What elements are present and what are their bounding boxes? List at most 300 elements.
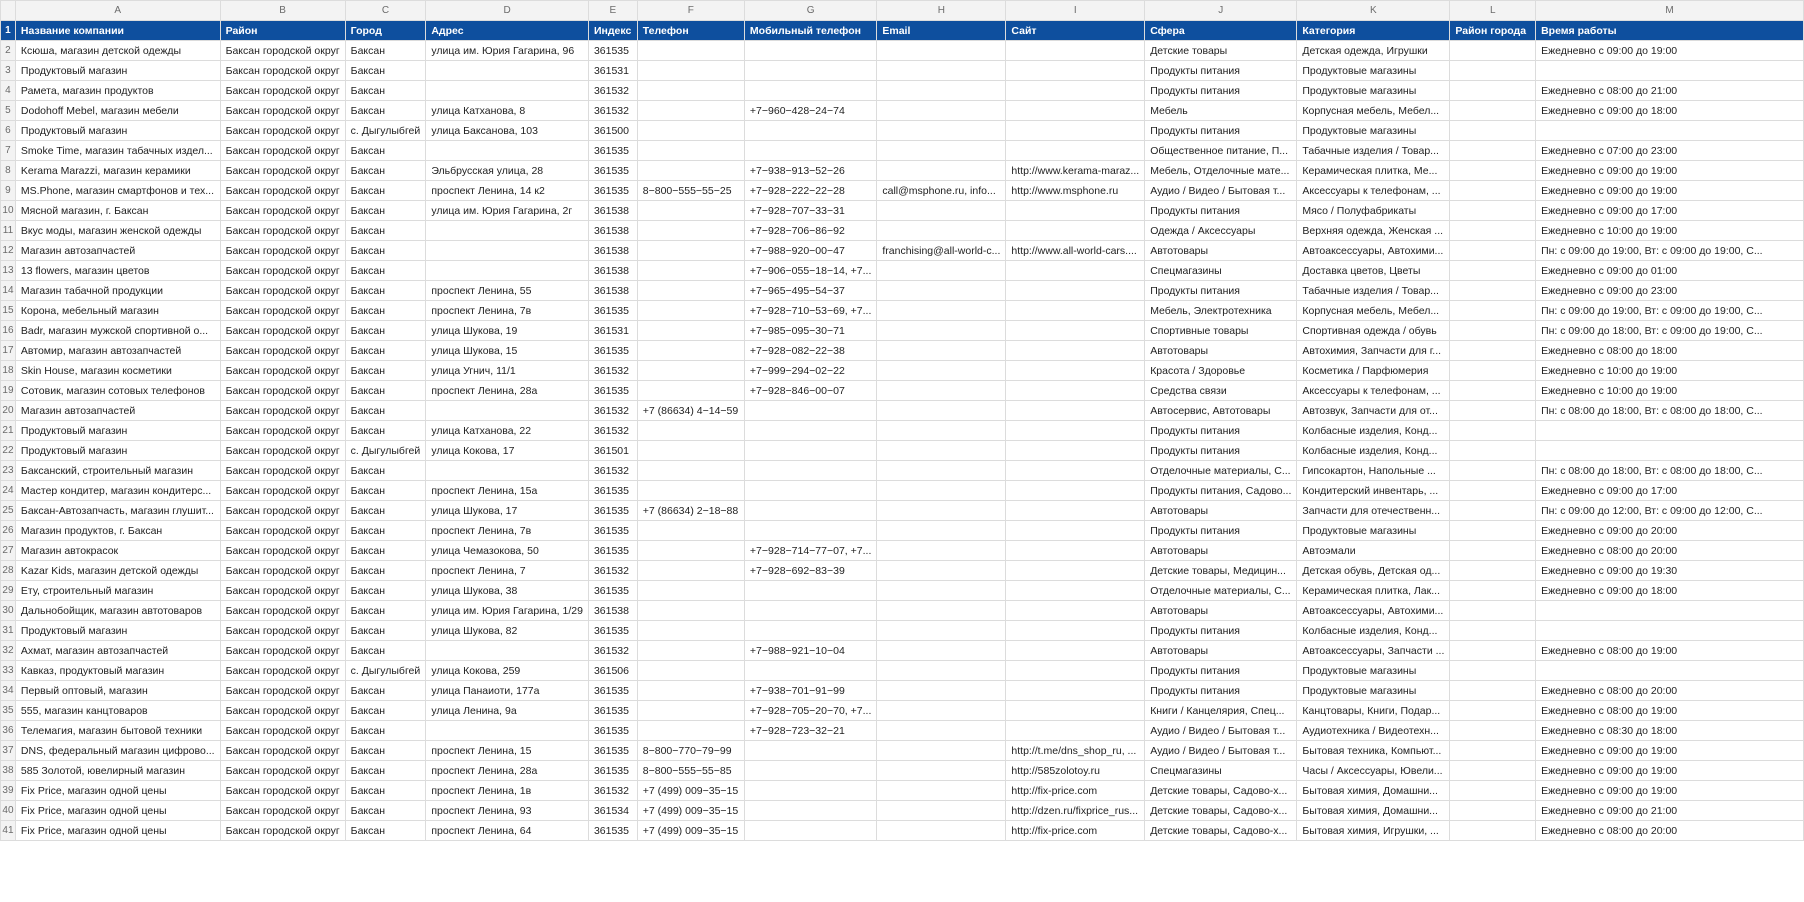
table-cell[interactable]: [1536, 61, 1804, 81]
table-cell[interactable]: [1006, 301, 1145, 321]
table-cell[interactable]: улица Угнич, 11/1: [426, 361, 589, 381]
header-cell-mobile-phone[interactable]: Мобильный телефон: [744, 21, 876, 41]
column-header-i[interactable]: I: [1006, 1, 1145, 21]
table-cell[interactable]: Баксан городской округ: [220, 781, 345, 801]
table-cell[interactable]: проспект Ленина, 28а: [426, 761, 589, 781]
table-cell[interactable]: Баксан: [345, 221, 426, 241]
table-cell[interactable]: Продуктовый магазин: [15, 621, 220, 641]
table-cell[interactable]: [1006, 221, 1145, 241]
table-cell[interactable]: Баксан: [345, 201, 426, 221]
table-cell[interactable]: 361535: [588, 721, 637, 741]
row-number[interactable]: 40: [1, 801, 16, 821]
table-cell[interactable]: 361534: [588, 801, 637, 821]
table-cell[interactable]: Продуктовые магазины: [1297, 681, 1450, 701]
table-cell[interactable]: [637, 261, 744, 281]
table-cell[interactable]: Магазин автокрасок: [15, 541, 220, 561]
table-cell[interactable]: [877, 621, 1006, 641]
table-cell[interactable]: [1450, 441, 1536, 461]
table-cell[interactable]: [877, 421, 1006, 441]
table-cell[interactable]: 361500: [588, 121, 637, 141]
table-cell[interactable]: [1450, 561, 1536, 581]
table-cell[interactable]: Баксан городской округ: [220, 541, 345, 561]
table-cell[interactable]: [744, 141, 876, 161]
table-cell[interactable]: 361532: [588, 401, 637, 421]
table-cell[interactable]: [877, 721, 1006, 741]
table-cell[interactable]: [877, 641, 1006, 661]
table-cell[interactable]: +7 (86634) 4−14−59: [637, 401, 744, 421]
table-cell[interactable]: [1450, 321, 1536, 341]
table-cell[interactable]: Ежедневно с 09:00 до 19:00: [1536, 161, 1804, 181]
table-cell[interactable]: Баксан городской округ: [220, 121, 345, 141]
table-cell[interactable]: 361538: [588, 201, 637, 221]
table-cell[interactable]: +7−960−428−24−74: [744, 101, 876, 121]
table-cell[interactable]: Баксан городской округ: [220, 461, 345, 481]
table-cell[interactable]: [877, 581, 1006, 601]
table-cell[interactable]: 361532: [588, 461, 637, 481]
table-cell[interactable]: Продуктовые магазины: [1297, 521, 1450, 541]
table-cell[interactable]: Дальнобойщик, магазин автотоваров: [15, 601, 220, 621]
table-cell[interactable]: Skin House, магазин косметики: [15, 361, 220, 381]
table-cell[interactable]: [877, 101, 1006, 121]
table-cell[interactable]: 361535: [588, 501, 637, 521]
table-cell[interactable]: Баксан городской округ: [220, 721, 345, 741]
table-cell[interactable]: Автотовары: [1145, 641, 1297, 661]
table-cell[interactable]: Баксан: [345, 401, 426, 421]
table-cell[interactable]: DNS, федеральный магазин цифрово...: [15, 741, 220, 761]
table-cell[interactable]: [1450, 761, 1536, 781]
table-cell[interactable]: Канцтовары, Книги, Подар...: [1297, 701, 1450, 721]
table-cell[interactable]: Пн: с 09:00 до 19:00, Вт: с 09:00 до 19:00, С...: [1536, 301, 1804, 321]
row-number[interactable]: 4: [1, 81, 16, 101]
table-cell[interactable]: [1006, 661, 1145, 681]
table-cell[interactable]: Ахмат, магазин автозапчастей: [15, 641, 220, 661]
table-cell[interactable]: [637, 521, 744, 541]
table-cell[interactable]: [1006, 521, 1145, 541]
table-cell[interactable]: [1006, 201, 1145, 221]
row-number[interactable]: 15: [1, 301, 16, 321]
table-cell[interactable]: [877, 821, 1006, 841]
column-header-m[interactable]: M: [1536, 1, 1804, 21]
table-cell[interactable]: franchising@all-world-c...: [877, 241, 1006, 261]
table-cell[interactable]: [426, 81, 589, 101]
table-cell[interactable]: Ежедневно с 09:00 до 19:30: [1536, 561, 1804, 581]
row-number[interactable]: 23: [1, 461, 16, 481]
table-cell[interactable]: http://www.kerama-maraz...: [1006, 161, 1145, 181]
table-cell[interactable]: Баксан городской округ: [220, 681, 345, 701]
table-cell[interactable]: [1450, 201, 1536, 221]
table-cell[interactable]: Продуктовый магазин: [15, 421, 220, 441]
table-cell[interactable]: Продукты питания: [1145, 421, 1297, 441]
table-cell[interactable]: Пн: с 09:00 до 19:00, Вт: с 09:00 до 19:00, С...: [1536, 241, 1804, 261]
table-cell[interactable]: Автоэмали: [1297, 541, 1450, 561]
table-cell[interactable]: +7−938−701−91−99: [744, 681, 876, 701]
table-cell[interactable]: Ежедневно с 09:00 до 18:00: [1536, 101, 1804, 121]
table-cell[interactable]: Баксан городской округ: [220, 421, 345, 441]
table-cell[interactable]: [1006, 381, 1145, 401]
column-header-j[interactable]: J: [1145, 1, 1297, 21]
row-number[interactable]: 3: [1, 61, 16, 81]
table-cell[interactable]: Часы / Аксессуары, Ювели...: [1297, 761, 1450, 781]
row-number[interactable]: 10: [1, 201, 16, 221]
table-cell[interactable]: Баксан городской округ: [220, 81, 345, 101]
table-cell[interactable]: Мебель, Отделочные мате...: [1145, 161, 1297, 181]
table-cell[interactable]: Бытовая химия, Домашни...: [1297, 801, 1450, 821]
table-cell[interactable]: [1450, 401, 1536, 421]
table-cell[interactable]: Пн: с 08:00 до 18:00, Вт: с 08:00 до 18:00, С...: [1536, 461, 1804, 481]
table-cell[interactable]: [1450, 581, 1536, 601]
table-cell[interactable]: Баксан: [345, 41, 426, 61]
row-number[interactable]: 18: [1, 361, 16, 381]
table-cell[interactable]: Ежедневно с 09:00 до 17:00: [1536, 481, 1804, 501]
table-cell[interactable]: [1450, 681, 1536, 701]
table-cell[interactable]: Ежедневно с 08:00 до 20:00: [1536, 541, 1804, 561]
table-cell[interactable]: [1450, 641, 1536, 661]
table-cell[interactable]: Баксан городской округ: [220, 201, 345, 221]
table-cell[interactable]: Продуктовый магазин: [15, 441, 220, 461]
table-cell[interactable]: Баксан городской округ: [220, 561, 345, 581]
table-cell[interactable]: http://www.all-world-cars....: [1006, 241, 1145, 261]
table-cell[interactable]: [426, 141, 589, 161]
table-cell[interactable]: Баксан: [345, 741, 426, 761]
table-cell[interactable]: 361538: [588, 281, 637, 301]
column-header-k[interactable]: K: [1297, 1, 1450, 21]
header-cell-company-name[interactable]: Название компании: [15, 21, 220, 41]
table-cell[interactable]: Продуктовый магазин: [15, 121, 220, 141]
table-cell[interactable]: Баксан городской округ: [220, 241, 345, 261]
table-cell[interactable]: улица Шукова, 15: [426, 341, 589, 361]
table-cell[interactable]: проспект Ленина, 7в: [426, 301, 589, 321]
header-cell-category[interactable]: Категория: [1297, 21, 1450, 41]
table-cell[interactable]: Продукты питания: [1145, 681, 1297, 701]
table-cell[interactable]: [877, 141, 1006, 161]
table-cell[interactable]: [637, 241, 744, 261]
table-cell[interactable]: [1006, 401, 1145, 421]
table-cell[interactable]: [877, 41, 1006, 61]
row-number[interactable]: 31: [1, 621, 16, 641]
table-cell[interactable]: +7 (499) 009−35−15: [637, 801, 744, 821]
table-cell[interactable]: Dodohoff Mebel, магазин мебели: [15, 101, 220, 121]
table-cell[interactable]: Ежедневно с 08:00 до 21:00: [1536, 81, 1804, 101]
table-cell[interactable]: 13 flowers, магазин цветов: [15, 261, 220, 281]
table-cell[interactable]: Баксан: [345, 821, 426, 841]
table-cell[interactable]: Продуктовый магазин: [15, 61, 220, 81]
table-cell[interactable]: 8−800−770−79−99: [637, 741, 744, 761]
table-cell[interactable]: Красота / Здоровье: [1145, 361, 1297, 381]
table-cell[interactable]: улица Катханова, 22: [426, 421, 589, 441]
table-cell[interactable]: проспект Ленина, 64: [426, 821, 589, 841]
table-cell[interactable]: [637, 201, 744, 221]
table-cell[interactable]: [637, 681, 744, 701]
table-cell[interactable]: Сотовик, магазин сотовых телефонов: [15, 381, 220, 401]
table-cell[interactable]: Баксан: [345, 301, 426, 321]
table-cell[interactable]: [1006, 441, 1145, 461]
table-cell[interactable]: [877, 681, 1006, 701]
table-cell[interactable]: [637, 61, 744, 81]
table-cell[interactable]: [637, 161, 744, 181]
table-cell[interactable]: Баксан: [345, 281, 426, 301]
table-cell[interactable]: Пн: с 08:00 до 18:00, Вт: с 08:00 до 18:00, С...: [1536, 401, 1804, 421]
row-number[interactable]: 38: [1, 761, 16, 781]
row-number[interactable]: 36: [1, 721, 16, 741]
table-cell[interactable]: [637, 581, 744, 601]
table-cell[interactable]: +7−988−921−10−04: [744, 641, 876, 661]
table-cell[interactable]: [744, 501, 876, 521]
table-cell[interactable]: [1450, 281, 1536, 301]
table-cell[interactable]: улица Шукова, 82: [426, 621, 589, 641]
row-number[interactable]: 9: [1, 181, 16, 201]
header-cell-address[interactable]: Адрес: [426, 21, 589, 41]
table-cell[interactable]: call@msphone.ru, info...: [877, 181, 1006, 201]
table-cell[interactable]: Баксан городской округ: [220, 661, 345, 681]
header-cell-city-district[interactable]: Район города: [1450, 21, 1536, 41]
table-cell[interactable]: Fix Price, магазин одной цены: [15, 781, 220, 801]
table-cell[interactable]: [1450, 301, 1536, 321]
row-number[interactable]: 22: [1, 441, 16, 461]
table-cell[interactable]: 361532: [588, 641, 637, 661]
table-cell[interactable]: Ксюша, магазин детской одежды: [15, 41, 220, 61]
table-cell[interactable]: [637, 481, 744, 501]
table-cell[interactable]: [637, 221, 744, 241]
table-cell[interactable]: Баксан: [345, 141, 426, 161]
table-cell[interactable]: Средства связи: [1145, 381, 1297, 401]
table-cell[interactable]: +7−928−710−53−69, +7...: [744, 301, 876, 321]
table-cell[interactable]: Автосервис, Автотовары: [1145, 401, 1297, 421]
table-cell[interactable]: [1006, 421, 1145, 441]
table-cell[interactable]: Баксан городской округ: [220, 641, 345, 661]
table-cell[interactable]: [1450, 181, 1536, 201]
table-cell[interactable]: Баксан: [345, 561, 426, 581]
table-cell[interactable]: [1450, 361, 1536, 381]
table-cell[interactable]: [1006, 341, 1145, 361]
table-cell[interactable]: Баксан: [345, 101, 426, 121]
table-cell[interactable]: Продукты питания: [1145, 661, 1297, 681]
table-cell[interactable]: 361535: [588, 681, 637, 701]
table-cell[interactable]: Керамическая плитка, Ме...: [1297, 161, 1450, 181]
table-cell[interactable]: Корпусная мебель, Мебел...: [1297, 301, 1450, 321]
table-cell[interactable]: [877, 301, 1006, 321]
table-cell[interactable]: [1450, 601, 1536, 621]
table-cell[interactable]: улица Баксанова, 103: [426, 121, 589, 141]
table-cell[interactable]: [1006, 581, 1145, 601]
row-number[interactable]: 32: [1, 641, 16, 661]
table-cell[interactable]: Спецмагазины: [1145, 761, 1297, 781]
table-cell[interactable]: Ежедневно с 08:00 до 20:00: [1536, 681, 1804, 701]
table-cell[interactable]: Ежедневно с 08:30 до 18:00: [1536, 721, 1804, 741]
table-cell[interactable]: Продуктовые магазины: [1297, 661, 1450, 681]
table-cell[interactable]: Fix Price, магазин одной цены: [15, 801, 220, 821]
table-cell[interactable]: +7−965−495−54−37: [744, 281, 876, 301]
table-cell[interactable]: 361532: [588, 361, 637, 381]
table-cell[interactable]: Продукты питания: [1145, 201, 1297, 221]
table-cell[interactable]: [637, 41, 744, 61]
table-cell[interactable]: [1536, 441, 1804, 461]
table-cell[interactable]: [1450, 161, 1536, 181]
header-cell-district[interactable]: Район: [220, 21, 345, 41]
table-cell[interactable]: проспект Ленина, 55: [426, 281, 589, 301]
table-cell[interactable]: 361535: [588, 381, 637, 401]
table-cell[interactable]: [744, 741, 876, 761]
row-number[interactable]: 24: [1, 481, 16, 501]
table-cell[interactable]: [877, 741, 1006, 761]
table-cell[interactable]: 361532: [588, 81, 637, 101]
row-number[interactable]: 30: [1, 601, 16, 621]
table-cell[interactable]: 361535: [588, 541, 637, 561]
table-cell[interactable]: Спортивные товары: [1145, 321, 1297, 341]
table-cell[interactable]: 361538: [588, 601, 637, 621]
table-cell[interactable]: Баксан городской округ: [220, 621, 345, 641]
table-cell[interactable]: http://t.me/dns_shop_ru, ...: [1006, 741, 1145, 761]
table-cell[interactable]: [1006, 601, 1145, 621]
table-cell[interactable]: [877, 201, 1006, 221]
header-cell-city[interactable]: Город: [345, 21, 426, 41]
table-cell[interactable]: Баксан: [345, 701, 426, 721]
table-cell[interactable]: Эльбрусская улица, 28: [426, 161, 589, 181]
table-cell[interactable]: [877, 81, 1006, 101]
table-cell[interactable]: Ежедневно с 09:00 до 20:00: [1536, 521, 1804, 541]
table-cell[interactable]: Баксан: [345, 481, 426, 501]
table-cell[interactable]: Продукты питания, Садово...: [1145, 481, 1297, 501]
table-cell[interactable]: 8−800−555−55−85: [637, 761, 744, 781]
table-cell[interactable]: Пн: с 09:00 до 18:00, Вт: с 09:00 до 19:00, С...: [1536, 321, 1804, 341]
table-cell[interactable]: 361538: [588, 261, 637, 281]
table-cell[interactable]: Баксан: [345, 681, 426, 701]
table-cell[interactable]: [1450, 821, 1536, 841]
table-cell[interactable]: Продукты питания: [1145, 441, 1297, 461]
table-cell[interactable]: Гипсокартон, Напольные ...: [1297, 461, 1450, 481]
table-cell[interactable]: Баксан городской округ: [220, 41, 345, 61]
table-cell[interactable]: [1450, 461, 1536, 481]
table-cell[interactable]: [637, 101, 744, 121]
table-cell[interactable]: [637, 701, 744, 721]
row-number[interactable]: 19: [1, 381, 16, 401]
table-cell[interactable]: проспект Ленина, 28а: [426, 381, 589, 401]
table-cell[interactable]: Баксан городской округ: [220, 741, 345, 761]
table-cell[interactable]: Баксан: [345, 361, 426, 381]
row-number[interactable]: 14: [1, 281, 16, 301]
table-cell[interactable]: Продукты питания: [1145, 621, 1297, 641]
table-cell[interactable]: [1006, 721, 1145, 741]
table-cell[interactable]: Ежедневно с 09:00 до 19:00: [1536, 761, 1804, 781]
table-cell[interactable]: [1006, 501, 1145, 521]
table-cell[interactable]: [1536, 121, 1804, 141]
table-cell[interactable]: Баксан городской округ: [220, 581, 345, 601]
table-cell[interactable]: [744, 661, 876, 681]
table-cell[interactable]: [637, 341, 744, 361]
table-cell[interactable]: 361535: [588, 821, 637, 841]
table-cell[interactable]: [744, 801, 876, 821]
table-cell[interactable]: Kazar Kids, магазин детской одежды: [15, 561, 220, 581]
table-cell[interactable]: 361531: [588, 321, 637, 341]
table-cell[interactable]: с. Дыгулыбгей: [345, 441, 426, 461]
table-cell[interactable]: [1450, 661, 1536, 681]
table-cell[interactable]: улица Катханова, 8: [426, 101, 589, 121]
table-cell[interactable]: Баксан городской округ: [220, 181, 345, 201]
row-number[interactable]: 7: [1, 141, 16, 161]
table-cell[interactable]: Баксан: [345, 641, 426, 661]
table-cell[interactable]: [744, 521, 876, 541]
table-cell[interactable]: [877, 441, 1006, 461]
row-number[interactable]: 28: [1, 561, 16, 581]
table-cell[interactable]: Баксан городской округ: [220, 161, 345, 181]
table-cell[interactable]: улица Кокова, 259: [426, 661, 589, 681]
table-cell[interactable]: Первый оптовый, магазин: [15, 681, 220, 701]
table-cell[interactable]: [637, 281, 744, 301]
table-cell[interactable]: +7 (499) 009−35−15: [637, 821, 744, 841]
table-cell[interactable]: 361532: [588, 421, 637, 441]
table-cell[interactable]: [1006, 261, 1145, 281]
table-cell[interactable]: Ежедневно с 09:00 до 19:00: [1536, 781, 1804, 801]
table-cell[interactable]: [1450, 341, 1536, 361]
table-cell[interactable]: Баксан городской округ: [220, 821, 345, 841]
column-header-h[interactable]: H: [877, 1, 1006, 21]
table-cell[interactable]: улица Шукова, 19: [426, 321, 589, 341]
row-number[interactable]: 20: [1, 401, 16, 421]
table-cell[interactable]: Отделочные материалы, С...: [1145, 461, 1297, 481]
row-number[interactable]: 21: [1, 421, 16, 441]
table-cell[interactable]: Продукты питания: [1145, 521, 1297, 541]
table-cell[interactable]: +7−928−714−77−07, +7...: [744, 541, 876, 561]
table-cell[interactable]: Ежедневно с 09:00 до 17:00: [1536, 201, 1804, 221]
table-cell[interactable]: [1006, 561, 1145, 581]
table-cell[interactable]: 361535: [588, 521, 637, 541]
table-cell[interactable]: Баксан: [345, 381, 426, 401]
table-cell[interactable]: 361532: [588, 781, 637, 801]
table-cell[interactable]: Детские товары: [1145, 41, 1297, 61]
table-cell[interactable]: Баксан городской округ: [220, 381, 345, 401]
table-cell[interactable]: [1450, 81, 1536, 101]
table-cell[interactable]: Колбасные изделия, Конд...: [1297, 621, 1450, 641]
table-cell[interactable]: +7−928−705−20−70, +7...: [744, 701, 876, 721]
table-cell[interactable]: [426, 241, 589, 261]
table-cell[interactable]: Автотовары: [1145, 341, 1297, 361]
table-cell[interactable]: [877, 121, 1006, 141]
table-cell[interactable]: [1450, 41, 1536, 61]
table-cell[interactable]: Автотовары: [1145, 601, 1297, 621]
row-number[interactable]: 6: [1, 121, 16, 141]
table-cell[interactable]: Баксан: [345, 241, 426, 261]
table-cell[interactable]: Kerama Marazzi, магазин керамики: [15, 161, 220, 181]
table-cell[interactable]: [637, 121, 744, 141]
table-cell[interactable]: [1536, 421, 1804, 441]
table-cell[interactable]: [426, 261, 589, 281]
table-cell[interactable]: Колбасные изделия, Конд...: [1297, 441, 1450, 461]
table-cell[interactable]: Косметика / Парфюмерия: [1297, 361, 1450, 381]
table-cell[interactable]: Аудио / Видео / Бытовая т...: [1145, 741, 1297, 761]
table-cell[interactable]: Ежедневно с 08:00 до 20:00: [1536, 821, 1804, 841]
table-cell[interactable]: Баксан: [345, 521, 426, 541]
table-cell[interactable]: [744, 121, 876, 141]
table-cell[interactable]: Баксан городской округ: [220, 361, 345, 381]
table-cell[interactable]: [1006, 61, 1145, 81]
table-cell[interactable]: [637, 641, 744, 661]
table-cell[interactable]: [877, 481, 1006, 501]
table-cell[interactable]: http://585zolotoy.ru: [1006, 761, 1145, 781]
table-cell[interactable]: 361535: [588, 341, 637, 361]
table-cell[interactable]: [744, 821, 876, 841]
table-cell[interactable]: Продукты питания: [1145, 61, 1297, 81]
table-cell[interactable]: Баксан: [345, 541, 426, 561]
table-cell[interactable]: Баксан городской округ: [220, 801, 345, 821]
row-number[interactable]: 16: [1, 321, 16, 341]
table-cell[interactable]: [877, 561, 1006, 581]
table-cell[interactable]: [426, 461, 589, 481]
table-cell[interactable]: Баксан городской округ: [220, 501, 345, 521]
table-cell[interactable]: Отделочные материалы, С...: [1145, 581, 1297, 601]
table-cell[interactable]: http://dzen.ru/fixprice_rus...: [1006, 801, 1145, 821]
table-cell[interactable]: улица им. Юрия Гагарина, 2г: [426, 201, 589, 221]
table-cell[interactable]: улица Кокова, 17: [426, 441, 589, 461]
table-cell[interactable]: [744, 481, 876, 501]
